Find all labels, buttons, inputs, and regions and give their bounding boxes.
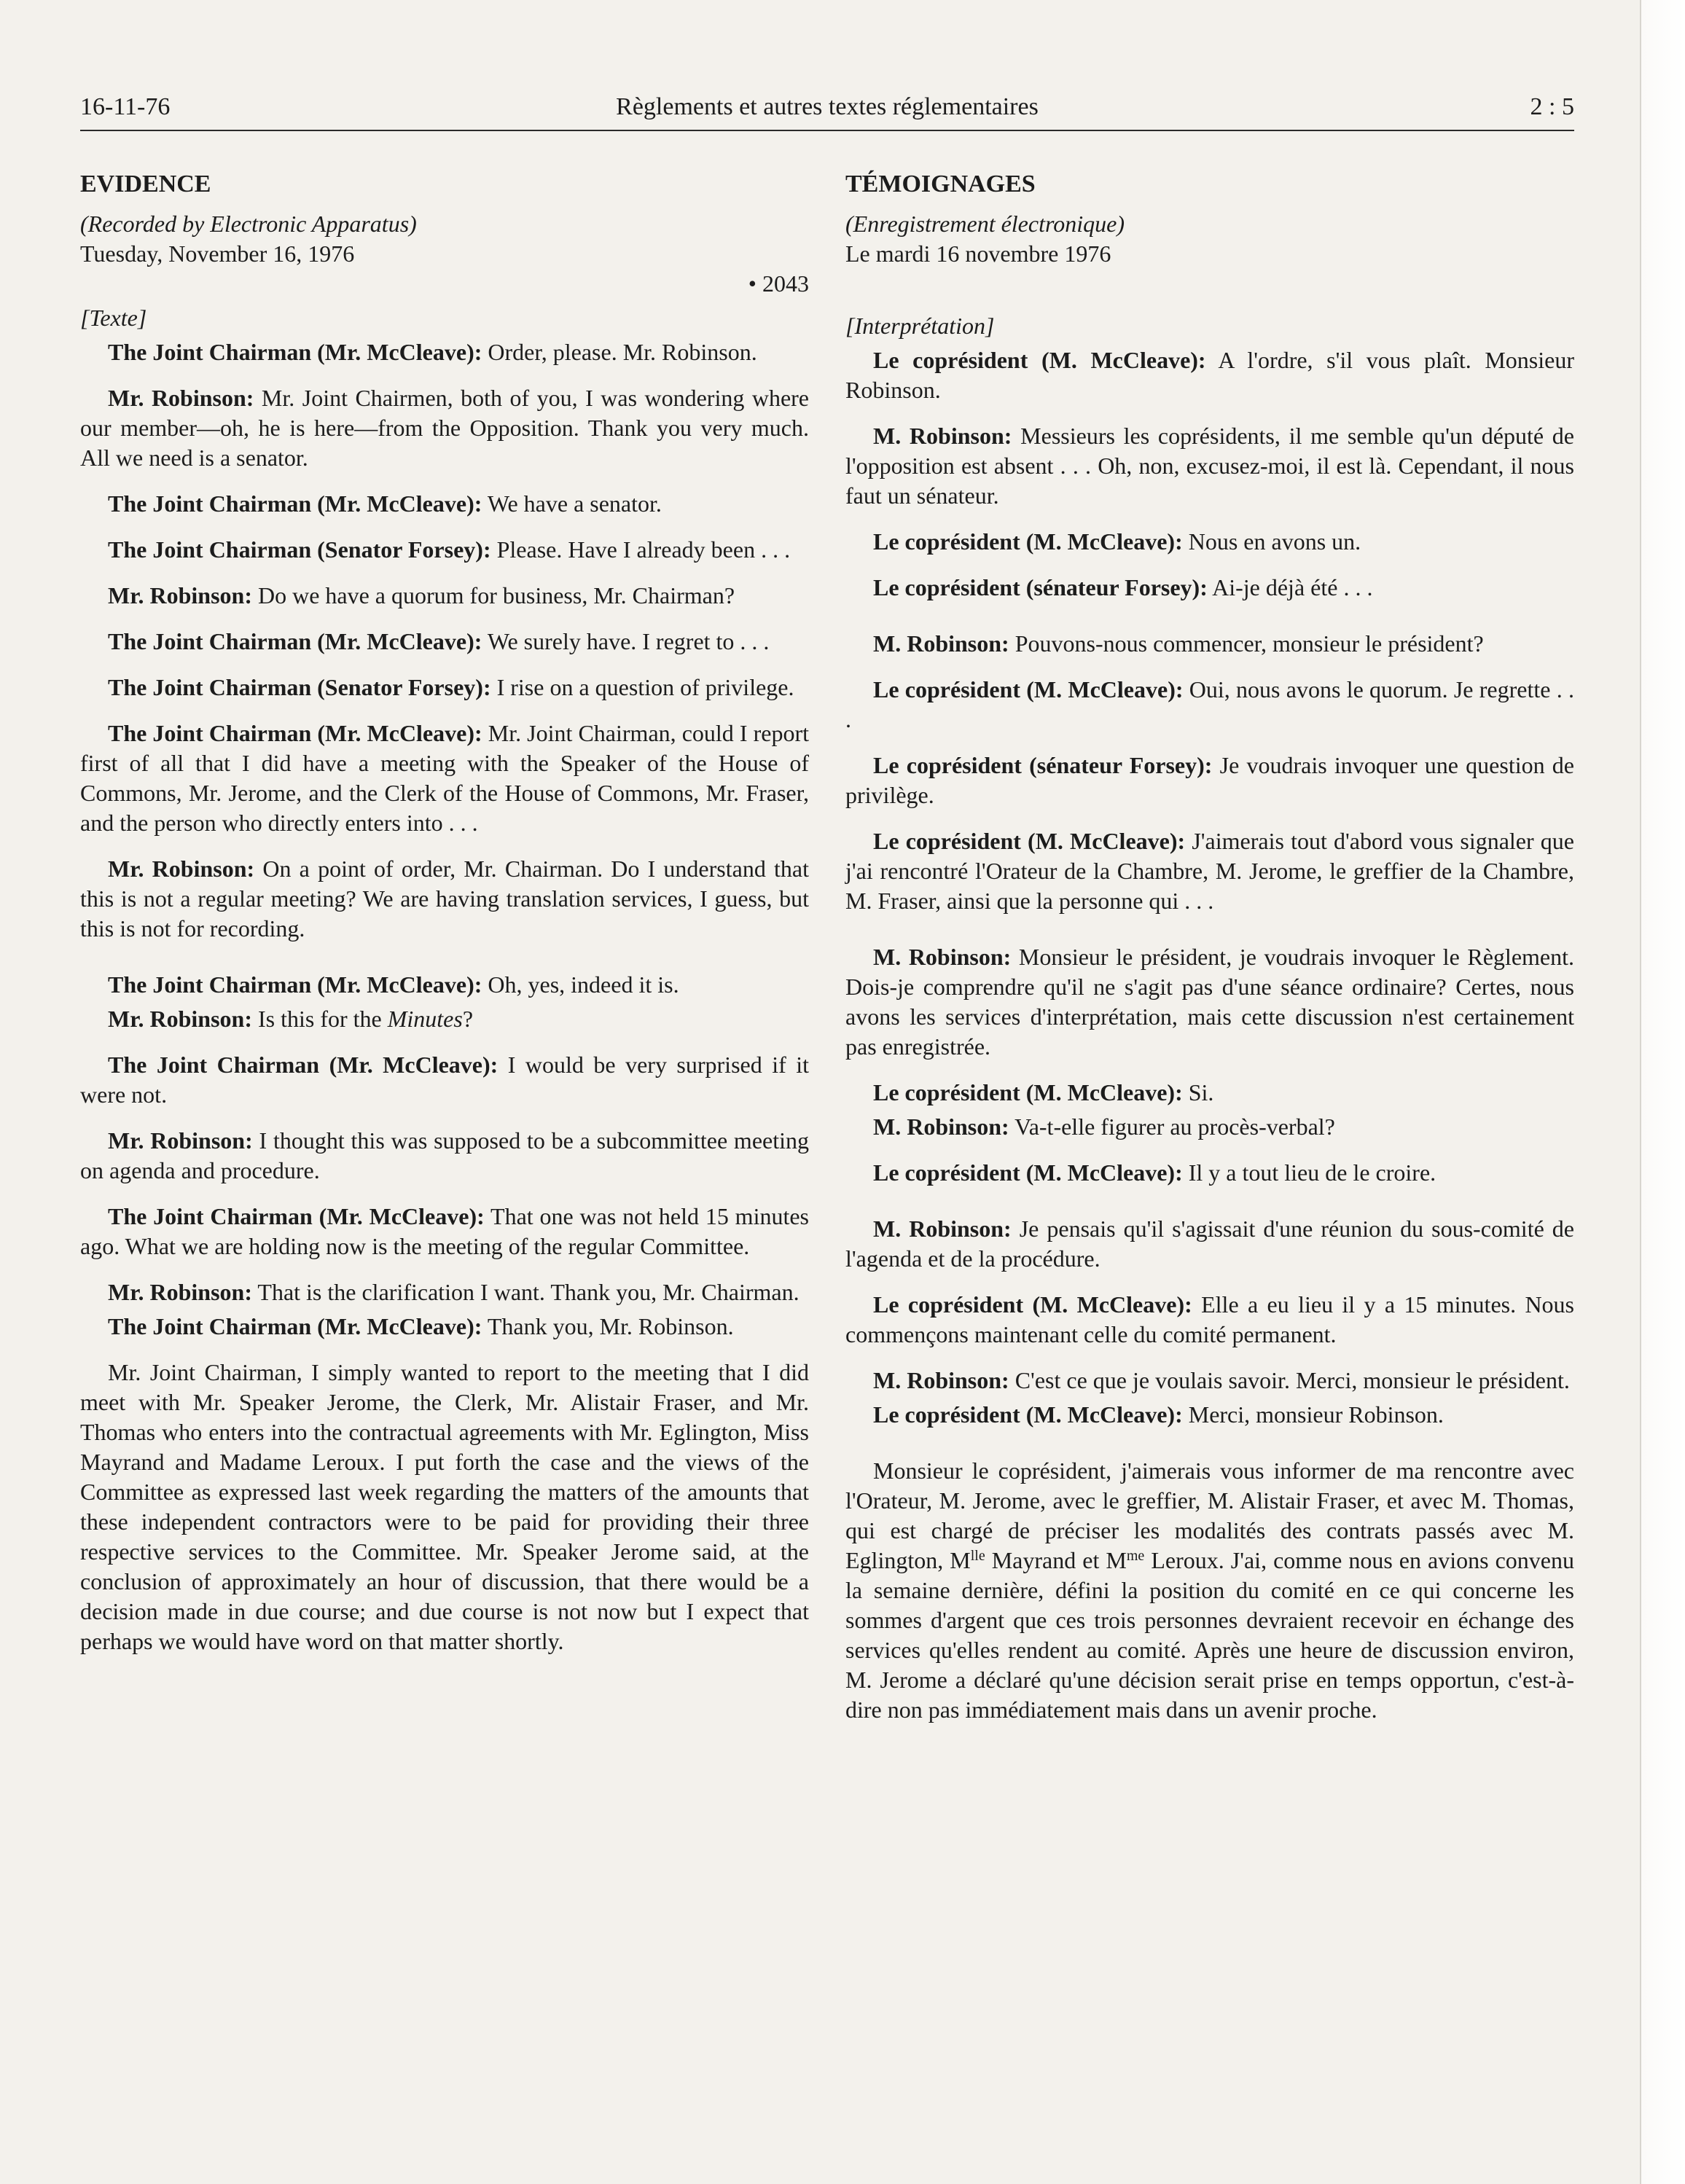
session-date: Tuesday, November 16, 1976 (80, 240, 355, 267)
transcript-paragraph (845, 629, 1574, 659)
transcript-paragraph (80, 581, 809, 611)
speaker-name: Mr. Robinson: (108, 1127, 253, 1154)
speech-text: Mr. Joint Chairman, could I report first of all that I did have a meeting with the Speaker of the House of Commons, Mr. Jerome, and the Clerk of the House of Commons, Mr. Fraser, and the person who directly enters into . . . (80, 720, 810, 836)
transcript-paragraph (80, 719, 809, 838)
speech-text: Si. (1182, 1079, 1214, 1105)
speech-text: Is this for the (251, 1006, 388, 1032)
transcript-paragraph (80, 970, 809, 1000)
speaker-name: Le coprésident (M. McCleave): (873, 1159, 1183, 1186)
session-date: Le mardi 16 novembre 1976 (845, 240, 1111, 267)
speech-text: I rise on a question of privilege. (490, 674, 794, 700)
transcript-paragraph (845, 1078, 1574, 1108)
transcript-paragraph (845, 345, 1574, 405)
speaker-name: The Joint Chairman (Mr. McCleave): (108, 971, 482, 998)
speaker-name: Le coprésident (M. McCleave): (873, 528, 1183, 555)
speech-text: Ai-je déjà été . . . (1207, 574, 1373, 600)
speaker-name: The Joint Chairman (Mr. McCleave): (108, 1313, 482, 1339)
transcript-paragraph (845, 1366, 1574, 1396)
transcript-paragraph (845, 826, 1574, 916)
section-heading: TÉMOIGNAGES (845, 171, 1036, 197)
transcript-paragraph (845, 942, 1574, 1062)
speech-text: J'aimerais tout d'abord vous signaler que j'ai rencontré l'Orateur de la Chambre, M. Jerome, le greffier de la Chambre, M. Fraser, ainsi que la personne qui . . . (845, 828, 1575, 914)
speaker-name: Le coprésident (M. McCleave): (873, 1401, 1183, 1428)
header-rule (80, 130, 1574, 131)
speaker-name: Le coprésident (M. McCleave): (873, 1079, 1183, 1105)
speaker-name: M. Robinson: (873, 423, 1012, 449)
speech-text: Please. Have I already been . . . (490, 536, 791, 563)
superscript: me (1126, 1548, 1145, 1564)
speaker-name: Le coprésident (M. McCleave): (873, 828, 1186, 854)
speech-text: Il y a tout lieu de le croire. (1182, 1159, 1436, 1186)
language-tag: [Texte] (80, 305, 147, 331)
recording-note: (Enregistrement électronique) (845, 211, 1125, 237)
header-title: Règlements et autres textes réglementaires (616, 93, 1039, 120)
speaker-name: Mr. Robinson: (108, 1279, 252, 1305)
speech-text: I thought this was supposed to be a subcommittee meeting on agenda and procedure. (80, 1127, 809, 1183)
transcript-paragraph (845, 675, 1574, 735)
speaker-name: The Joint Chairman (Mr. McCleave): (108, 720, 482, 746)
speaker-name: M. Robinson: (873, 944, 1012, 970)
transcript-paragraph (80, 489, 809, 519)
page-edge (1641, 0, 1685, 2184)
speaker-name: Le coprésident (M. McCleave): (873, 676, 1184, 702)
speech-text: That one was not held 15 minutes ago. What we are holding now is the meeting of the regular Committee. (80, 1203, 810, 1259)
minutes-italic: Minutes (387, 1006, 463, 1032)
speaker-name: The Joint Chairman (Mr. McCleave): (108, 339, 482, 365)
transcript-paragraph (845, 527, 1574, 557)
french-column (845, 169, 1574, 1725)
transcript-paragraph (80, 1126, 809, 1186)
speaker-name: The Joint Chairman (Senator Forsey): (108, 536, 491, 563)
speaker-name: M. Robinson: (873, 630, 1009, 657)
transcript-paragraph (845, 421, 1574, 511)
time-stamp: • 2043 (748, 270, 809, 297)
speech-text: Pouvons-nous commencer, monsieur le président? (1009, 630, 1484, 657)
speech-text: Monsieur le président, je voudrais invoquer le Règlement. Dois-je comprendre qu'il ne s'agit pas d'une séance ordinaire? Certes, nous avons les services d'interprétation, mais cette discussion n'est certainement pas enregistrée. (845, 944, 1574, 1060)
transcript-paragraph (80, 1004, 809, 1034)
transcript-paragraph: Mr. Joint Chairman, I simply wanted to report to the meeting that I did meet with Mr. Speaker Jerome, the Clerk, Mr. Alistair Fraser, and Mr. Thomas who enters into the contractual agreements with Mr. Eglington, Miss Mayrand and Madame Leroux. I put forth the case and the views of the Committee as expressed last week regarding the matters of the amounts that these independent contractors were to be paid for providing their three respective services to the Committee. Mr. Speaker Jerome said, at the conclusion of approximately an hour of discussion, that there would be a decision made in due course; and due course is not now but I expect that perhaps we would have word on that matter shortly. (80, 1359, 809, 1654)
recording-note: (Recorded by Electronic Apparatus) (80, 211, 417, 237)
transcript-paragraph (845, 573, 1574, 603)
speech-text: Thank you, Mr. Robinson. (482, 1313, 734, 1339)
speech-text: On a point of order, Mr. Chairman. Do I understand that this is not a regular meeting? We are having translation services, I guess, but this is not for recording. (80, 856, 810, 942)
speaker-name: The Joint Chairman (Mr. McCleave): (108, 1052, 499, 1078)
transcript-paragraph (845, 1112, 1574, 1142)
language-tag: [Interprétation] (845, 313, 995, 339)
speech-text: I would be very surprised if it were not. (80, 1052, 810, 1108)
transcript-paragraph (845, 1158, 1574, 1188)
speech-text: Va-t-elle figurer au procès-verbal? (1009, 1113, 1335, 1140)
speaker-name: Le coprésident (M. McCleave): (873, 347, 1206, 373)
speaker-name: The Joint Chairman (Senator Forsey): (108, 674, 491, 700)
transcript-paragraph (845, 1400, 1574, 1430)
transcript-paragraph (80, 1312, 809, 1342)
speaker-name: Le coprésident (sénateur Forsey): (873, 752, 1213, 778)
speech-text: Do we have a quorum for business, Mr. Chairman? (251, 582, 735, 608)
speech-text: Order, please. Mr. Robinson. (482, 339, 757, 365)
speaker-name: Mr. Robinson: (108, 856, 255, 882)
speech-text: We have a senator. (482, 490, 662, 517)
speaker-name: M. Robinson: (873, 1216, 1012, 1242)
section-heading: EVIDENCE (80, 171, 211, 197)
speech-text: Je voudrais invoquer une question de privilège. (845, 752, 1574, 808)
speaker-name: Mr. Robinson: (108, 1006, 252, 1032)
transcript-paragraph (845, 1214, 1574, 1274)
english-column (80, 169, 809, 1656)
transcript-paragraph (80, 854, 809, 944)
speech-text: Mayrand et M (985, 1547, 1127, 1573)
speech-text: Merci, monsieur Robinson. (1182, 1401, 1444, 1428)
transcript-paragraph (80, 1202, 809, 1261)
speech-text: Je pensais qu'il s'agissait d'une réunion du sous-comité de l'agenda et de la procédure. (845, 1216, 1575, 1272)
speaker-name: Mr. Robinson: (108, 385, 254, 411)
speaker-name: M. Robinson: (873, 1113, 1009, 1140)
speaker-name: The Joint Chairman (Mr. McCleave): (108, 628, 482, 654)
transcript-paragraph (845, 1456, 1574, 1725)
header-page-number: 2 : 5 (1530, 93, 1574, 120)
superscript: lle (970, 1548, 985, 1564)
speech-text: C'est ce que je voulais savoir. Merci, monsieur le président. (1009, 1367, 1570, 1393)
speech-text: ? (462, 1006, 474, 1032)
speaker-name: Le coprésident (M. McCleave): (873, 1291, 1192, 1318)
speech-text: A l'ordre, s'il vous plaît. Monsieur Robinson. (845, 347, 1574, 403)
transcript-paragraph (80, 1277, 809, 1307)
speech-text: Nous en avons un. (1182, 528, 1361, 555)
speech-text: Mr. Joint Chairmen, both of you, I was wondering where our member—oh, he is here—from the Opposition. Thank you very much. All we need is a senator. (80, 385, 810, 471)
transcript-paragraph (80, 383, 809, 473)
transcript-paragraph (80, 1050, 809, 1110)
speech-text: We surely have. I regret to . . . (482, 628, 770, 654)
speaker-name: Mr. Robinson: (108, 582, 252, 608)
speech-text: That is the clarification I want. Thank you, Mr. Chairman. (251, 1279, 800, 1305)
running-header (80, 93, 1574, 130)
speech-text: Messieurs les coprésidents, il me semble qu'un député de l'opposition est absent . . . Oh, non, excusez-moi, il est là. Cependant, il nous faut un sénateur. (845, 423, 1575, 509)
speech-text: Oui, nous avons le quorum. Je regrette . . . (845, 676, 1575, 732)
speech-text: Elle a eu lieu il y a 15 minutes. Nous commençons maintenant celle du comité permanent. (845, 1291, 1574, 1347)
speech-text: Leroux. J'ai, comme nous en avions convenu la semaine dernière, défini la position du comité en ce qui concerne les sommes d'argent que ces trois personnes devraient recevoir en échange des services qu'elles rendent au comité. Après une heure de discussion environ, M. Jerome a déclaré qu'une décision serait prise en temps opportun, c'est-à-dire non pas immédiatement mais dans un avenir proche. (845, 1547, 1575, 1723)
speaker-name: M. Robinson: (873, 1367, 1009, 1393)
speaker-name: The Joint Chairman (Mr. McCleave): (108, 490, 482, 517)
speech-text: Oh, yes, indeed it is. (482, 971, 679, 998)
speaker-name: Le coprésident (sénateur Forsey): (873, 574, 1208, 600)
speaker-name: The Joint Chairman (Mr. McCleave): (108, 1203, 485, 1229)
transcript-paragraph (845, 1290, 1574, 1350)
transcript-paragraph (845, 751, 1574, 810)
transcript-paragraph (80, 535, 809, 565)
speech-text: Monsieur le coprésident, j'aimerais vous informer de ma rencontre avec l'Orateur, M. Jerome, avec le greffier, M. Alistair Fraser, et avec M. Thomas, qui est chargé de préciser les modalités des contrats passés avec M. Eglington, M (845, 1457, 1574, 1573)
transcript-paragraph (80, 337, 809, 367)
transcript-paragraph (80, 627, 809, 657)
transcript-paragraph (80, 673, 809, 702)
header-date: 16-11-76 (80, 93, 171, 120)
